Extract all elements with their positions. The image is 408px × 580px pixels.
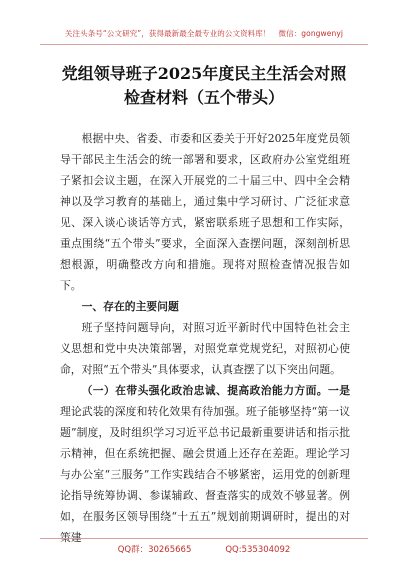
title-line-1: 党组领导班子2025年度民主生活会对照: [61, 64, 347, 83]
document-title: [40, 62, 368, 110]
subsection-1-text: 理论武装的深度和转化效果有待加强。班子能够坚持“第一议题”制度，及时组织学习习近平总书记最新重要讲话和指示批示精神，但在系统把握、融会贯通上还存在差距。理论学习与办公室“三服务”工作实践结合不够紧密，运用党的创新理论指导统筹协调、参谋辅政、督查落实的成效不够显著。例如，在服务区领导围绕“十五五”规划前期调研时，提出的对策建: [60, 405, 350, 544]
footer-qq-group: QQ群：30265665: [117, 545, 192, 555]
section-heading-1: 一、存在的主要问题: [81, 300, 179, 313]
footer-qq: QQ:535304092: [225, 545, 291, 555]
banner-wechat-text: 微信：gongwenyj: [278, 29, 344, 38]
section-1-paragraph: 班子坚持问题导向，对照习近平新时代中国特色社会主义思想和党中央决策部署，对照党章党规党纪，对照初心使命，对照“五个带头”具体要求，认真查摆了以下突出问题。: [60, 321, 350, 376]
document-body: [60, 128, 350, 548]
title-line-2: 检查材料（五个带头）: [123, 88, 284, 107]
footer-banner: [0, 543, 408, 555]
banner-promo-text: 关注头条号“公文研究”，获得最新最全最专业的公文资料库！: [64, 29, 271, 38]
intro-paragraph: 根据中央、省委、市委和区委关于开好2025年度党员领导干部民主生活会的统一部署和要求，区政府办公室党组班子紧扣会议主题，在深入开展党的二十届三中、四中全会精神以及学习教育的基础上，通过集中学习研讨、广泛征求意见、深入谈心谈话等方式，紧密联系班子思想和工作实际，重点围绕“五个带头”要求，全面深入查摆问题，深刻剖析思想根源，明确整改方向和措施。现将对照检查情况报告如下。: [60, 132, 350, 292]
subsection-1-paragraph: [60, 380, 350, 548]
footer-rule: [40, 538, 368, 539]
subsection-1-lead-in: 一是: [328, 384, 351, 397]
header-banner: [0, 28, 408, 39]
header-rule: [40, 44, 368, 45]
subsection-heading-1: （一）在带头强化政治忠诚、提高政治能力方面。: [81, 384, 329, 397]
